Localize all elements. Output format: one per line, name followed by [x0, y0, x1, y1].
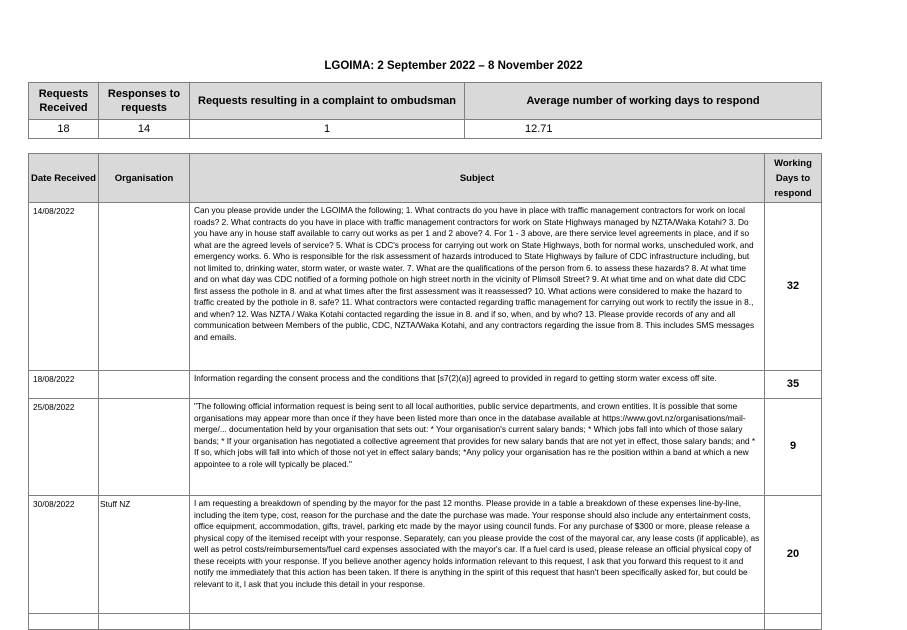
subject-cell: "The following official information request is being sent to all local authorities, public service departments, and crown entities. It is possible that some organisations may appear more than once if they have been listed more than once in the database available at https://www.govt.nz/organisations/mail-merge/... documentation held by your organisation that sets out: * Your organisation's current salary bands; * Which jobs fall into which of those salary bands; * If your organisation has negotiated a collective agreement that provides for new salary bands that are not yet in effect, those salary bands; and * If so, which jobs will fall into which of those not yet in effect salary bands; *Any policy your organisation has re the position within a band at which a new appointee to a role will typically be placed." — [190, 399, 765, 496]
value-complaints-to-ombudsman: 1 — [190, 120, 465, 139]
empty-table-row — [29, 614, 822, 630]
empty-cell — [99, 614, 190, 630]
date-cell: 30/08/2022 — [29, 496, 99, 614]
page-title: LGOIMA: 2 September 2022 – 8 November 2022 — [324, 60, 583, 72]
summary-table — [28, 82, 822, 139]
header-complaints-to-ombudsman: Requests resulting in a complaint to ombudsman — [190, 83, 465, 120]
table-row — [29, 371, 822, 399]
header-date-received: Date Received — [29, 154, 99, 203]
date-cell: 14/08/2022 — [29, 203, 99, 371]
empty-cell — [190, 614, 765, 630]
working-days-cell: 35 — [765, 371, 822, 399]
date-cell: 18/08/2022 — [29, 371, 99, 399]
value-responses-to-requests: 14 — [99, 120, 190, 139]
header-organisation: Organisation — [99, 154, 190, 203]
table-row — [29, 399, 822, 496]
requests-header-row — [29, 154, 822, 203]
header-requests-received: Requests Received — [29, 83, 99, 120]
organisation-cell — [99, 203, 190, 371]
value-requests-received: 18 — [29, 120, 99, 139]
empty-cell — [765, 614, 822, 630]
header-subject: Subject — [190, 154, 765, 203]
working-days-cell: 9 — [765, 399, 822, 496]
subject-cell: Can you please provide under the LGOIMA the following; 1. What contracts do you have in place with traffic management contractors for work on local roads? 2. What contracts do you have in place with traffic management contractors for work on State Highways managed by NZTA/Waka Kotahi? 3. Do you have any in house staff available to carry out works as per 1 and 2 above? 4. For 1 - 3 above, are there service level agreements in place, and if so what are the agreed levels of service? 5. What is CDC's process for carrying out work on State Highways, both for normal works, unscheduled work, and emergency works. 6. Who is responsible for the risk assessment of hazards introduced to State Highways by failure of CDC infrastructure including, but not limited to, drinking water, storm water, or waste water. 7. What are the qualifications of the person from 6. to assess these hazards? 8. At what time and on what day was CDC notified of a forming pothole on high street north in the vicinity of Plimsoll Street? 9. At what time and on what date did CDC first assess the pothole in 8. and at what times after the first assessment was it reassessed? 10. What actions were considered to make the hazard to traffic created by the pothole in 8. safe? 11. What contractors were contacted regarding traffic management for carrying out work to rectify the issue in 8., and when? 12. Was NZTA / Waka Kotahi contacted regarding the issue in 8. and if so, when, and by who? 13. Please provide records of any and all communication between Members of the public, CDC, NZTA/Waka Kotahi, and any contractors regarding the issue from 8. This includes SMS messages and emails. — [190, 203, 765, 371]
table-row — [29, 496, 822, 614]
subject-cell: Information regarding the consent process and the conditions that [s7(2)(a)] agreed to provided in regard to getting storm water excess off site. — [190, 371, 765, 399]
empty-cell — [29, 614, 99, 630]
organisation-cell — [99, 371, 190, 399]
header-average-working-days: Average number of working days to respond — [465, 83, 822, 120]
organisation-cell — [99, 399, 190, 496]
subject-cell: I am requesting a breakdown of spending by the mayor for the past 12 months. Please provide in a table a breakdown of these expenses line-by-line, including the item type, cost, reason for the purchase and the date the purchase was made. Your response should also include any entertainment costs, office equipment, accommodation, gifts, travel, parking etc made by the mayor using council funds. For any purchase of $300 or more, please release a physical copy of the itemised receipt with your response. Separately, can you please provide the cost of the mayoral car, any lease costs (if applicable), as well as petrol costs/reimbursements/fuel card expenses associated with the mayor's car. If a fuel card is used, please release an official physical copy of these receipts with your response. If you believe another agency holds information relevant to this request, I ask that you forward this request to it and notify me immediately that this action has been taken. If there is anything in the spirit of this request that hasn't been specifically asked for, but could be relevant to it, I ask that you include this detail in your response. — [190, 496, 765, 614]
summary-header-row — [29, 83, 822, 120]
table-row — [29, 203, 822, 371]
header-responses-to-requests: Responses to requests — [99, 83, 190, 120]
working-days-cell: 20 — [765, 496, 822, 614]
working-days-cell: 32 — [765, 203, 822, 371]
organisation-cell: Stuff NZ — [99, 496, 190, 614]
header-working-days: Working Days to respond — [765, 154, 822, 203]
value-average-working-days: 12.71 — [465, 120, 822, 139]
requests-table — [28, 153, 822, 630]
summary-value-row — [29, 120, 822, 139]
date-cell: 25/08/2022 — [29, 399, 99, 496]
